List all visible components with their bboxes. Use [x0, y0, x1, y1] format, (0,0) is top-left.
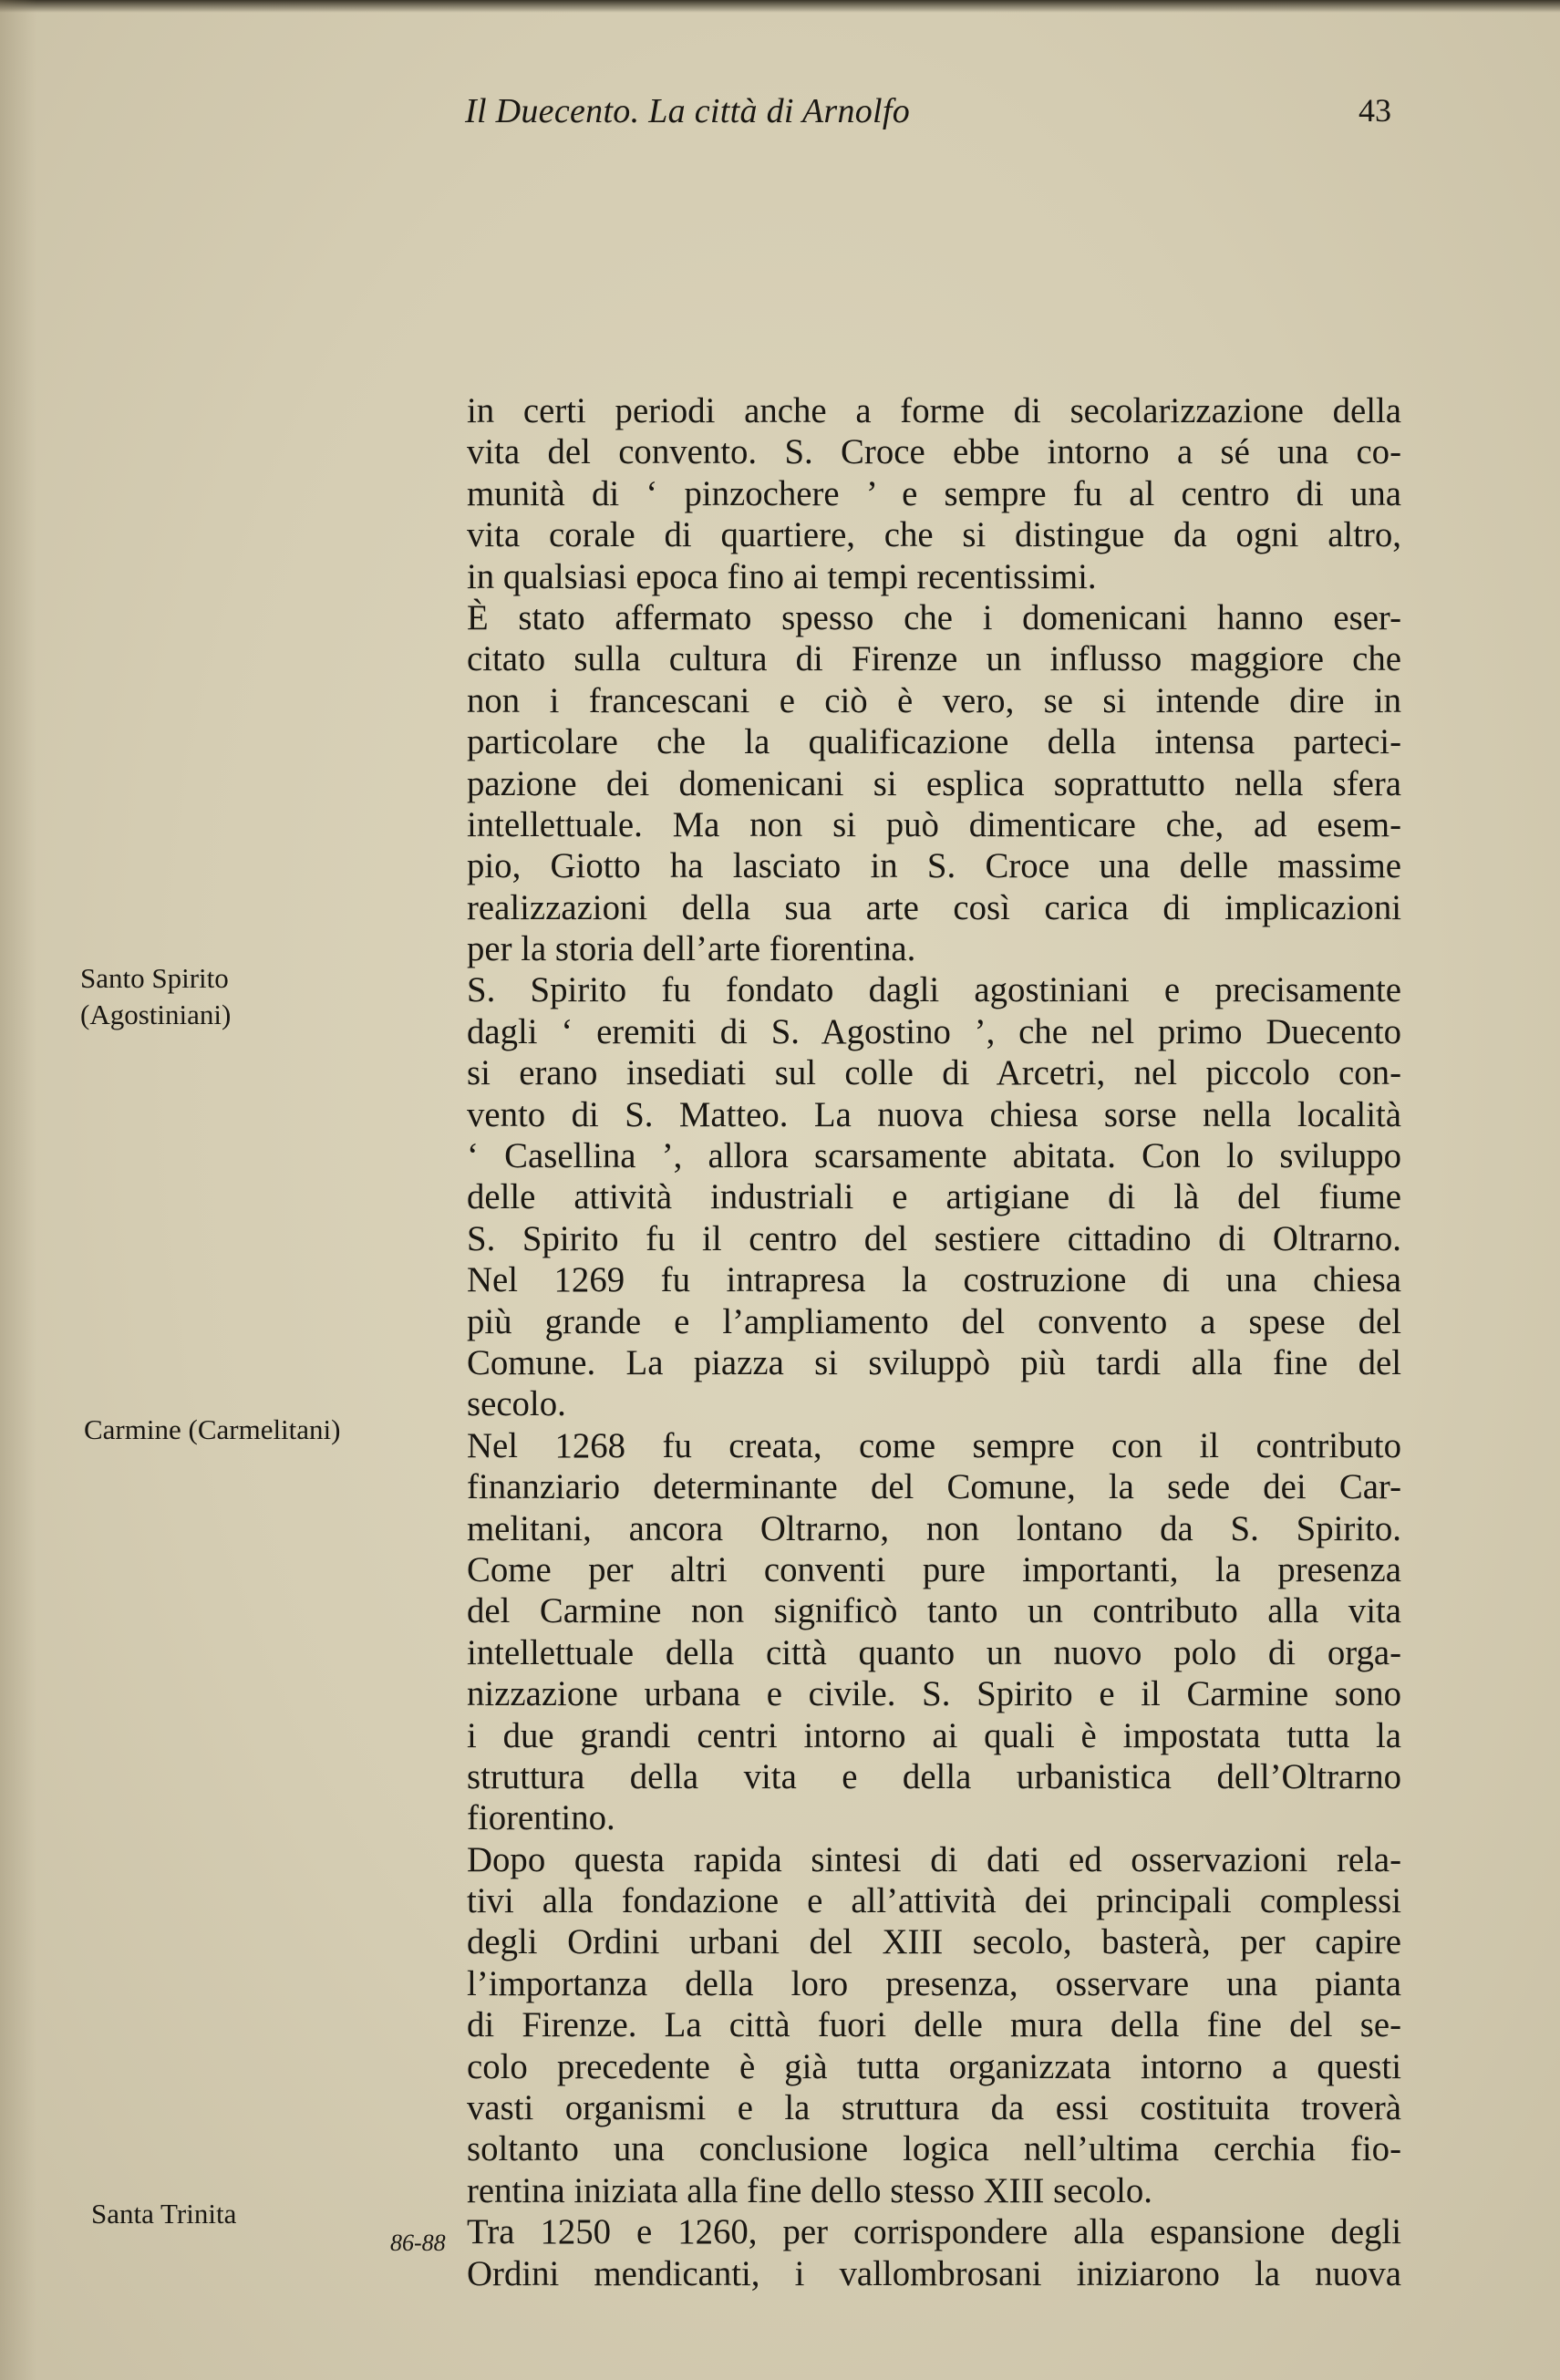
margin-note-line: Santo Spirito — [80, 962, 229, 994]
text-line: intellettuale della città quanto un nuovo polo di orga- — [467, 1632, 1401, 1672]
page-top-shadow — [0, 0, 1560, 13]
margin-note-santa-trinita — [91, 2196, 236, 2232]
text-line: particolare che la qualificazione della intensa parteci- — [467, 722, 1401, 762]
text-line: soltanto una conclusione logica nell’ultima cerchia fio- — [467, 2129, 1401, 2169]
text-line: più grande e l’ampliamento del convento a spese del — [467, 1301, 1401, 1341]
text-line: Ordini mendicanti, i vallombrosani iniziarono la nuova — [467, 2253, 1401, 2293]
text-line: vento di S. Matteo. La nuova chiesa sorse nella località — [467, 1094, 1401, 1134]
text-line: realizzazioni della sua arte così carica di implicazioni — [467, 887, 1401, 927]
text-line: S. Spirito fu fondato dagli agostiniani e precisamente — [467, 970, 1401, 1010]
text-line: melitani, ancora Oltrarno, non lontano da S. Spirito. — [467, 1508, 1401, 1548]
text-line: Dopo questa rapida sintesi di dati ed osservazioni rela- — [467, 1839, 1401, 1879]
margin-note-santo-spirito — [80, 960, 231, 1033]
page-gutter-shadow — [0, 0, 36, 2380]
text-line: Come per altri conventi pure importanti, la presenza — [467, 1549, 1401, 1589]
page-number: 43 — [1359, 92, 1391, 129]
text-line: struttura della vita e della urbanistica dell’Oltrarno — [467, 1756, 1401, 1796]
text-line: tivi alla fondazione e all’attività dei principali complessi — [467, 1881, 1401, 1921]
text-line: intellettuale. Ma non si può dimenticare che, ad esem- — [467, 804, 1401, 844]
text-line: È stato affermato spesso che i domenicani hanno eser- — [467, 597, 1401, 637]
text-line: pio, Giotto ha lasciato in S. Croce una delle massime — [467, 846, 1401, 886]
text-line: Comune. La piazza si sviluppò più tardi alla fine del — [467, 1342, 1401, 1382]
text-line: Tra 1250 e 1260, per corrispondere alla espansione degli — [467, 2212, 1401, 2252]
text-line: degli Ordini urbani del XIII secolo, basterà, per capire — [467, 1922, 1401, 1962]
text-line: dagli ‘ eremiti di S. Agostino ’, che nel primo Duecento — [467, 1011, 1401, 1051]
text-line: Nel 1268 fu creata, come sempre con il contributo — [467, 1425, 1401, 1465]
text-line: finanziario determinante del Comune, la sede dei Car- — [467, 1467, 1401, 1507]
running-head: Il Duecento. La città di Arnolfo — [465, 92, 911, 130]
margin-note-line: Santa Trinita — [91, 2198, 237, 2230]
text-line: nizzazione urbana e civile. S. Spirito e il Carmine sono — [467, 1674, 1401, 1714]
text-line: per la storia dell’arte fiorentina. — [467, 929, 916, 969]
text-line: citato sulla cultura di Firenze un influsso maggiore che — [467, 639, 1401, 679]
text-line: colo precedente è già tutta organizzata intorno a questi — [467, 2046, 1401, 2086]
text-line: di Firenze. La città fuori delle mura della fine del se- — [467, 2005, 1401, 2045]
text-line: del Carmine non significò tanto un contributo alla vita — [467, 1591, 1401, 1631]
text-line: delle attività industriali e artigiane di là del fiume — [467, 1177, 1401, 1217]
text-line: pazione dei domenicani si esplica soprattutto nella sfera — [467, 763, 1401, 803]
text-line: ‘ Casellina ’, allora scarsamente abitata. Con lo sviluppo — [467, 1136, 1401, 1176]
margin-note-line: (Agostiniani) — [80, 999, 232, 1030]
text-line: Nel 1269 fu intrapresa la costruzione di una chiesa — [467, 1260, 1401, 1300]
text-line: vasti organismi e la struttura da essi costituita troverà — [467, 2088, 1401, 2128]
plate-reference: 86-88 — [390, 2230, 446, 2256]
text-line: non i francescani e ciò è vero, se si intende dire in — [467, 680, 1401, 720]
text-line: secolo. — [467, 1384, 566, 1424]
text-line: i due grandi centri intorno ai quali è impostata tutta la — [467, 1715, 1401, 1755]
margin-note-line: Carmine (Carmelitani) — [84, 1413, 341, 1445]
text-line: l’importanza della loro presenza, osservare una pianta — [467, 1963, 1401, 2003]
text-line: rentina iniziata alla fine dello stesso XIII secolo. — [467, 2170, 1152, 2210]
body-text — [467, 390, 1401, 2294]
text-line: fiorentino. — [467, 1798, 615, 1838]
text-line: S. Spirito fu il centro del sestiere cittadino di Oltrarno. — [467, 1218, 1401, 1258]
text-line: munità di ‘ pinzochere ’ e sempre fu al centro di una — [467, 473, 1401, 513]
text-line: vita del convento. S. Croce ebbe intorno a sé una co- — [467, 432, 1401, 472]
text-line: in certi periodi anche a forme di secolarizzazione della — [467, 391, 1401, 430]
text-line: si erano insediati sul colle di Arcetri, nel piccolo con- — [467, 1053, 1401, 1093]
margin-note-carmine — [84, 1412, 340, 1448]
text-line: vita corale di quartiere, che si distingue da ogni altro, — [467, 515, 1401, 555]
text-line: in qualsiasi epoca fino ai tempi recentissimi. — [467, 556, 1097, 596]
